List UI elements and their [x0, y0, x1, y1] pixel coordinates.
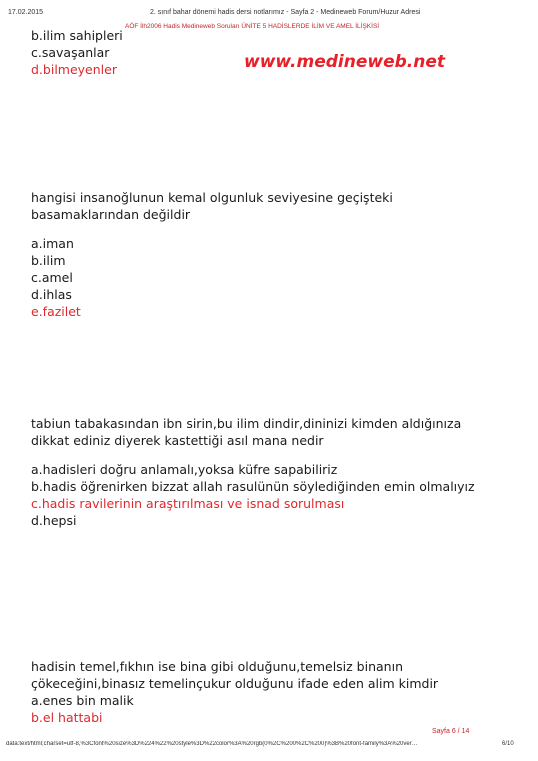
option-b: b.ilim: [31, 253, 66, 268]
footer-url: data:text/html;charset=utf-8,%3Cfont%20size%3D%224%22%20style%3D%22color%3A%20rgb(0%2C%200%2C%200)%3B%20font-family%3A%20ver…: [6, 741, 418, 747]
site-url-watermark: www.medineweb.net: [244, 52, 445, 72]
page-title: 2. sınıf bahar dönemi hadis dersi notlarımız - Sayfa 2 - Medineweb Forum/Huzur Adresi: [150, 9, 421, 16]
question-text: çökeceğini,binasız temelinçukur olduğunu ifade eden alim kimdir: [31, 676, 439, 691]
top-options: [31, 27, 123, 78]
option-d: d.ihlas: [31, 287, 72, 302]
option-c: c.amel: [31, 270, 73, 285]
option-c: c.savaşanlar: [31, 45, 110, 60]
answer-option-b: b.el hattabi: [31, 710, 103, 725]
question-text: hangisi insanoğlunun kemal olgunluk seviyesine geçişteki: [31, 190, 393, 205]
option-d: d.hepsi: [31, 513, 77, 528]
question-3: [31, 658, 438, 726]
answer-option-c: c.hadis ravilerinin araştırılması ve isnad sorulması: [31, 496, 345, 511]
option-a: a.hadisleri doğru anlamalı,yoksa küfre sapabiliriz: [31, 462, 338, 477]
answer-option-e: e.fazilet: [31, 304, 81, 319]
option-b: b.ilim sahipleri: [31, 28, 123, 43]
question-text: hadisin temel,fıkhın ise bina gibi olduğunu,temelsiz binanın: [31, 659, 403, 674]
option-a: a.enes bin malik: [31, 693, 134, 708]
page-indicator: Sayfa 6 / 14: [432, 728, 470, 735]
question-text: basamaklarından değildir: [31, 207, 191, 222]
document-subtitle: AÖF İlh2006 Hadis Medineweb Soruları ÜNİTE 5 HADİSLERDE İLİM VE AMEL İLİŞKİSİ: [125, 23, 380, 30]
question-text: dikkat ediniz diyerek kastettiği asıl mana nedir: [31, 433, 324, 448]
question-1: [31, 189, 393, 320]
question-2: [31, 415, 475, 529]
print-date: 17.02.2015: [8, 9, 44, 16]
option-b: b.hadis öğrenirken bizzat allah rasulünün söylediğinden emin olmalıyız: [31, 479, 475, 494]
answer-option-d: d.bilmeyenler: [31, 62, 117, 77]
footer-page-number: 6/10: [502, 741, 514, 747]
option-a: a.iman: [31, 236, 74, 251]
question-text: tabiun tabakasından ibn sirin,bu ilim dindir,dininizi kimden aldığınıza: [31, 416, 462, 431]
